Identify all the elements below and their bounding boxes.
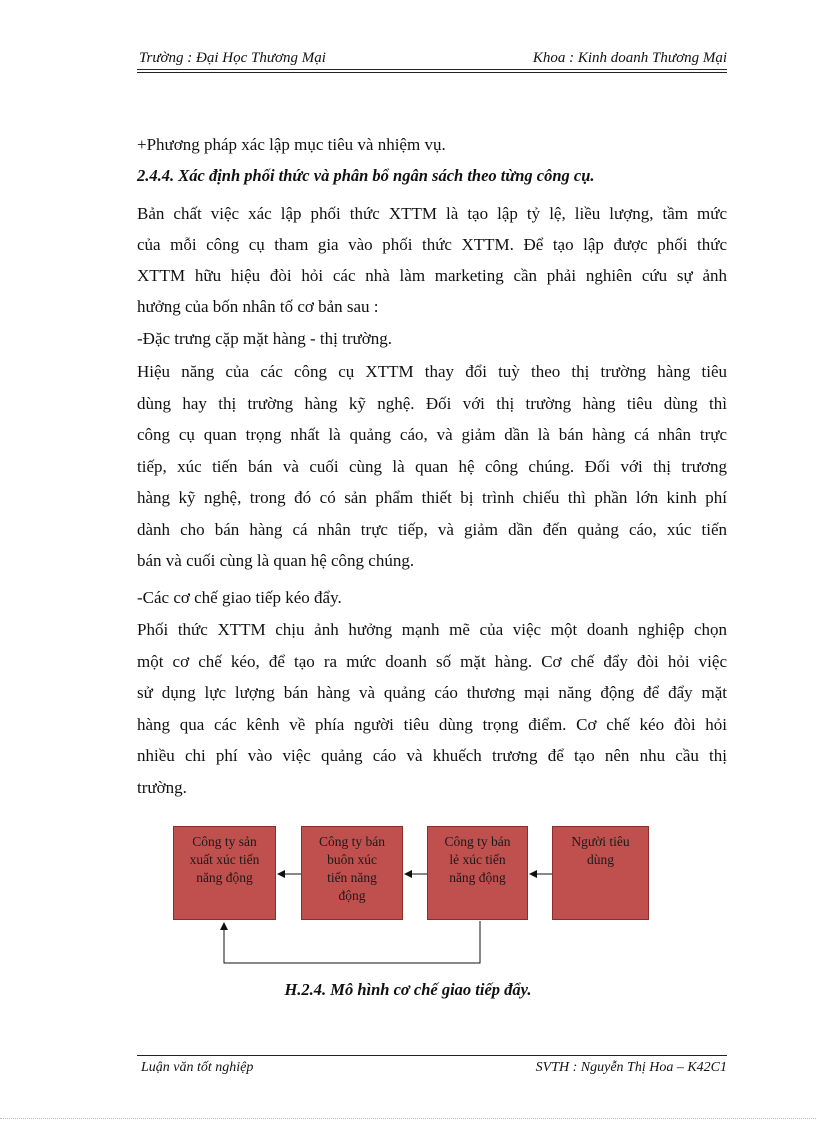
paragraph-factor-2: -Các cơ chế giao tiếp kéo đẩy. [137,588,342,607]
footer-thesis: Luận văn tốt nghiệp [141,1060,254,1075]
header-school: Trường : Đại Học Thương Mại [139,50,326,66]
diagram-box-retailer: Công ty bán lẻ xúc tiến năng động [427,826,528,920]
paragraph-efficiency: Hiệu năng của các công cụ XTTM thay đổi tuỳ theo thị trường hàng tiêu dùng hay thị trường hàng kỹ nghệ. Đối với thị trường hàng tiêu dùng thì công cụ quan trọng nhất là quảng cáo, và giảm dần là bán hàng cá nhân trực tiếp, xúc tiến bán và cuối cùng là quan hệ công chúng. Đối với thị trương hàng kỹ nghệ, trong đó có sản phẩm thiết bị trình chiếu thì phần lớn kinh phí dành cho bán hàng cá nhân trực tiếp, và giảm dần đến quảng cáo, xúc tiến bán và cuối cùng là quan hệ công chúng. [137,362,727,570]
paragraph-method: +Phương pháp xác lập mục tiêu và nhiệm vụ. [137,135,446,154]
paragraph-push-pull: Phối thức XTTM chịu ảnh hưởng mạnh mẽ của việc một doanh nghiệp chọn một cơ chế kéo, để tạo ra mức doanh số mặt hàng. Cơ chế đẩy đòi hỏi việc sử dụng lực lượng bán hàng và quảng cáo thương mại năng động để đẩy mặt hàng qua các kênh về phía người tiêu dùng trọng điểm. Cơ chế kéo đòi hỏi nhiều chi phí vào việc quảng cáo và khuếch trương để tạo nên nhu cầu thị trường. [137,620,727,797]
diagram-caption: H.2.4. Mô hình cơ chế giao tiếp đẩy. [284,980,532,999]
page-footer [137,1060,727,1080]
paragraph-essence: Bản chất việc xác lập phối thức XTTM là tạo lập tỷ lệ, liều lượng, tầm mức của mỗi công cụ tham gia vào phối thức XTTM. Để tạo lập được phối thức XTTM hữu hiệu đòi hỏi các nhà làm marketing cần phải nghiên cứu sự ảnh hưởng của bốn nhân tố cơ bản sau : [137,204,727,316]
header-faculty: Khoa : Kinh doanh Thương Mại [532,50,727,66]
paragraph-factor-1: -Đặc trưng cặp mặt hàng - thị trường. [137,329,392,348]
page-edge-divider [0,1118,816,1119]
diagram-box-consumer: Người tiêu dùng [552,826,649,920]
arrow-loop-retailer-to-producer [224,921,480,963]
section-heading: 2.4.4. Xác định phối thức và phân bổ ngân sách theo từng công cụ. [137,166,595,185]
diagram-box-producer: Công ty sản xuất xúc tiến năng động [173,826,276,920]
footer-student: SVTH : Nguyễn Thị Hoa – K42C1 [535,1060,727,1075]
diagram-box-wholesaler: Công ty bán buôn xúc tiến năng động [301,826,403,920]
footer-divider [137,1055,727,1056]
